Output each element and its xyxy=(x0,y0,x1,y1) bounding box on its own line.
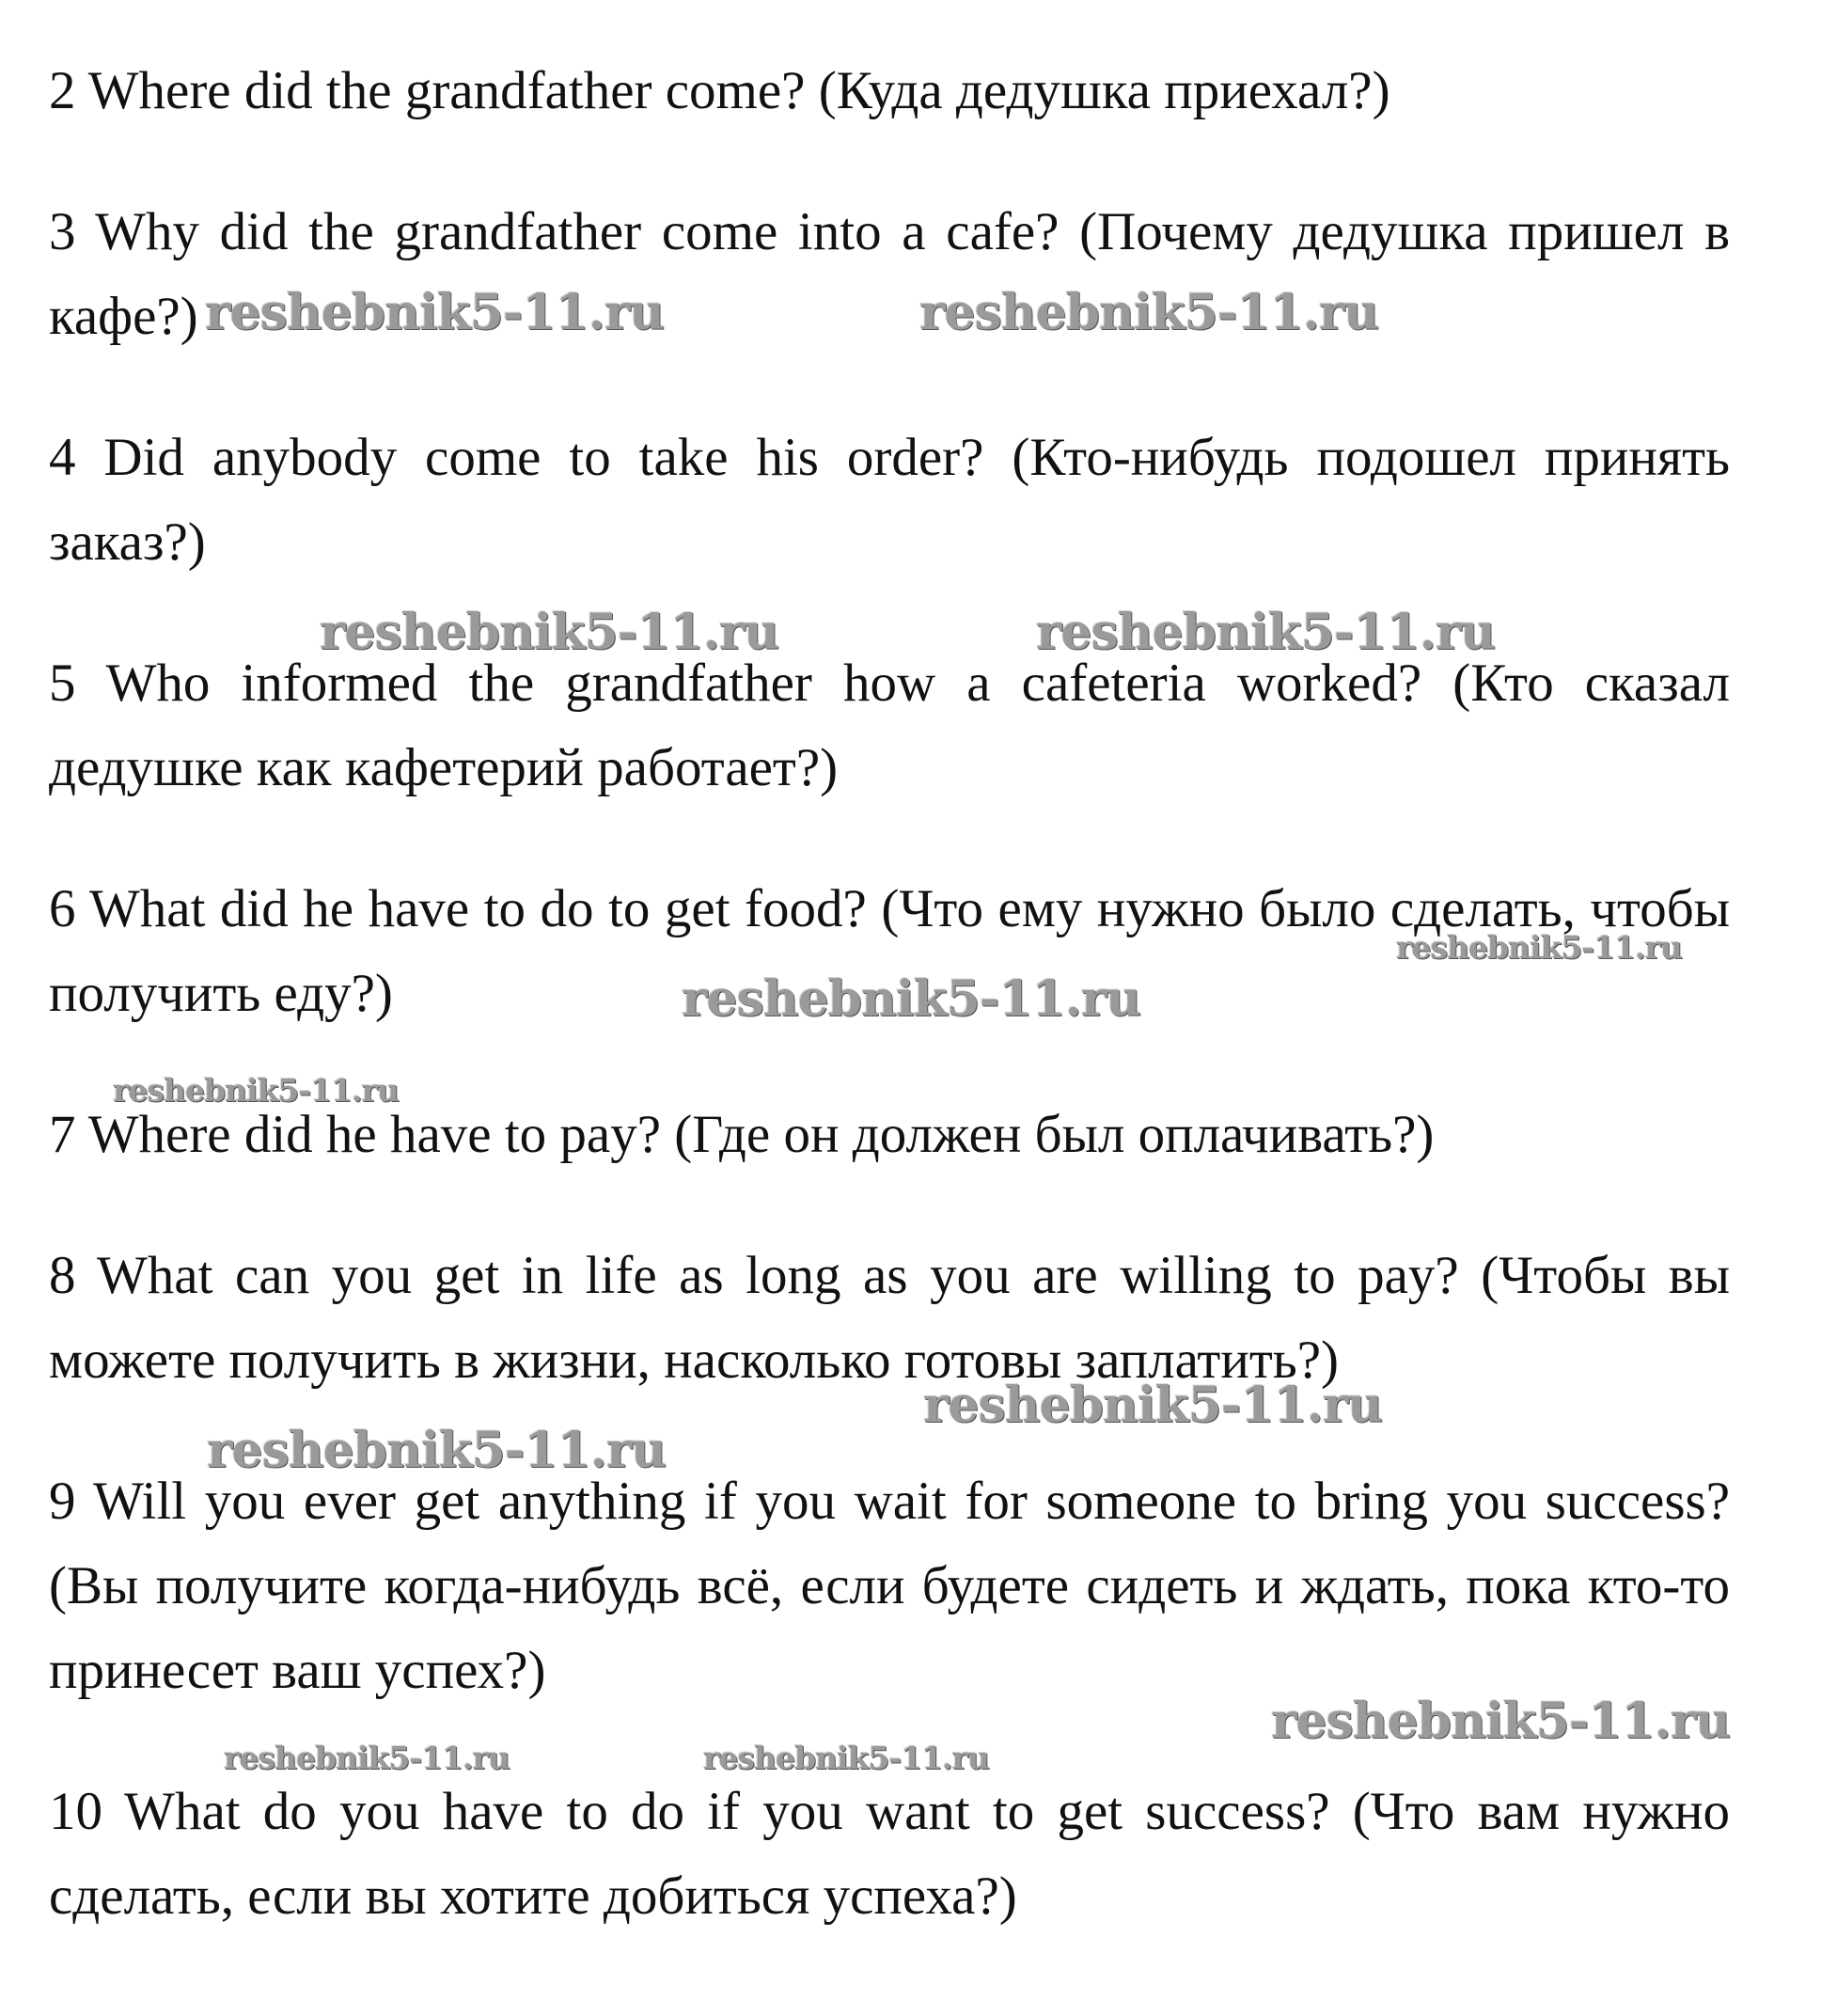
watermark: reshebnik5-11.ru xyxy=(205,284,665,341)
watermark: reshebnik5-11.ru xyxy=(923,1377,1383,1434)
question-7: 7 Where did he have to pay? (Где он должен был оплачивать?) xyxy=(49,1105,1435,1164)
question-6: 6 What did he have to do to get food? (Что ему нужно было сделать, чтобы получить еду?) xyxy=(49,879,1730,1023)
watermark: reshebnik5-11.ru xyxy=(113,1072,399,1109)
watermark: reshebnik5-11.ru xyxy=(682,970,1141,1028)
watermark: reshebnik5-11.ru xyxy=(703,1740,989,1776)
question-10: 10 What do you have to do if you want to get success? (Что вам нужно сделать, если вы хотите добиться успеха?) xyxy=(49,1782,1730,1926)
question-9: 9 Will you ever get anything if you wait for someone to bring you success? (Вы получите когда-нибудь всё, если будете сидеть и ждать, пока кто-то принесет ваш успех?) xyxy=(49,1472,1730,1700)
watermark: reshebnik5-11.ru xyxy=(207,1422,667,1479)
question-2: 2 Where did the grandfather come? (Куда дедушка приехал?) xyxy=(49,61,1390,120)
watermark: reshebnik5-11.ru xyxy=(1036,604,1496,661)
question-4: 4 Did anybody come to take his order? (Кто-нибудь подошел принять заказ?) xyxy=(49,428,1730,572)
watermark: reshebnik5-11.ru xyxy=(224,1740,510,1776)
watermark: reshebnik5-11.ru xyxy=(320,604,779,661)
watermark: reshebnik5-11.ru xyxy=(1396,929,1682,966)
question-8: 8 What can you get in life as long as you are willing to pay? (Чтобы вы можете получить в жизни, насколько готовы заплатить?) xyxy=(49,1246,1730,1390)
question-3: 3 Why did the grandfather come into a cafe? (Почему дедушка пришел в кафе?) xyxy=(49,202,1730,346)
question-5: 5 Who informed the grandfather how a cafeteria worked? (Кто сказал дедушке как кафетерий работает?) xyxy=(49,654,1730,797)
watermark: reshebnik5-11.ru xyxy=(919,284,1379,341)
watermark: reshebnik5-11.ru xyxy=(1271,1693,1731,1750)
